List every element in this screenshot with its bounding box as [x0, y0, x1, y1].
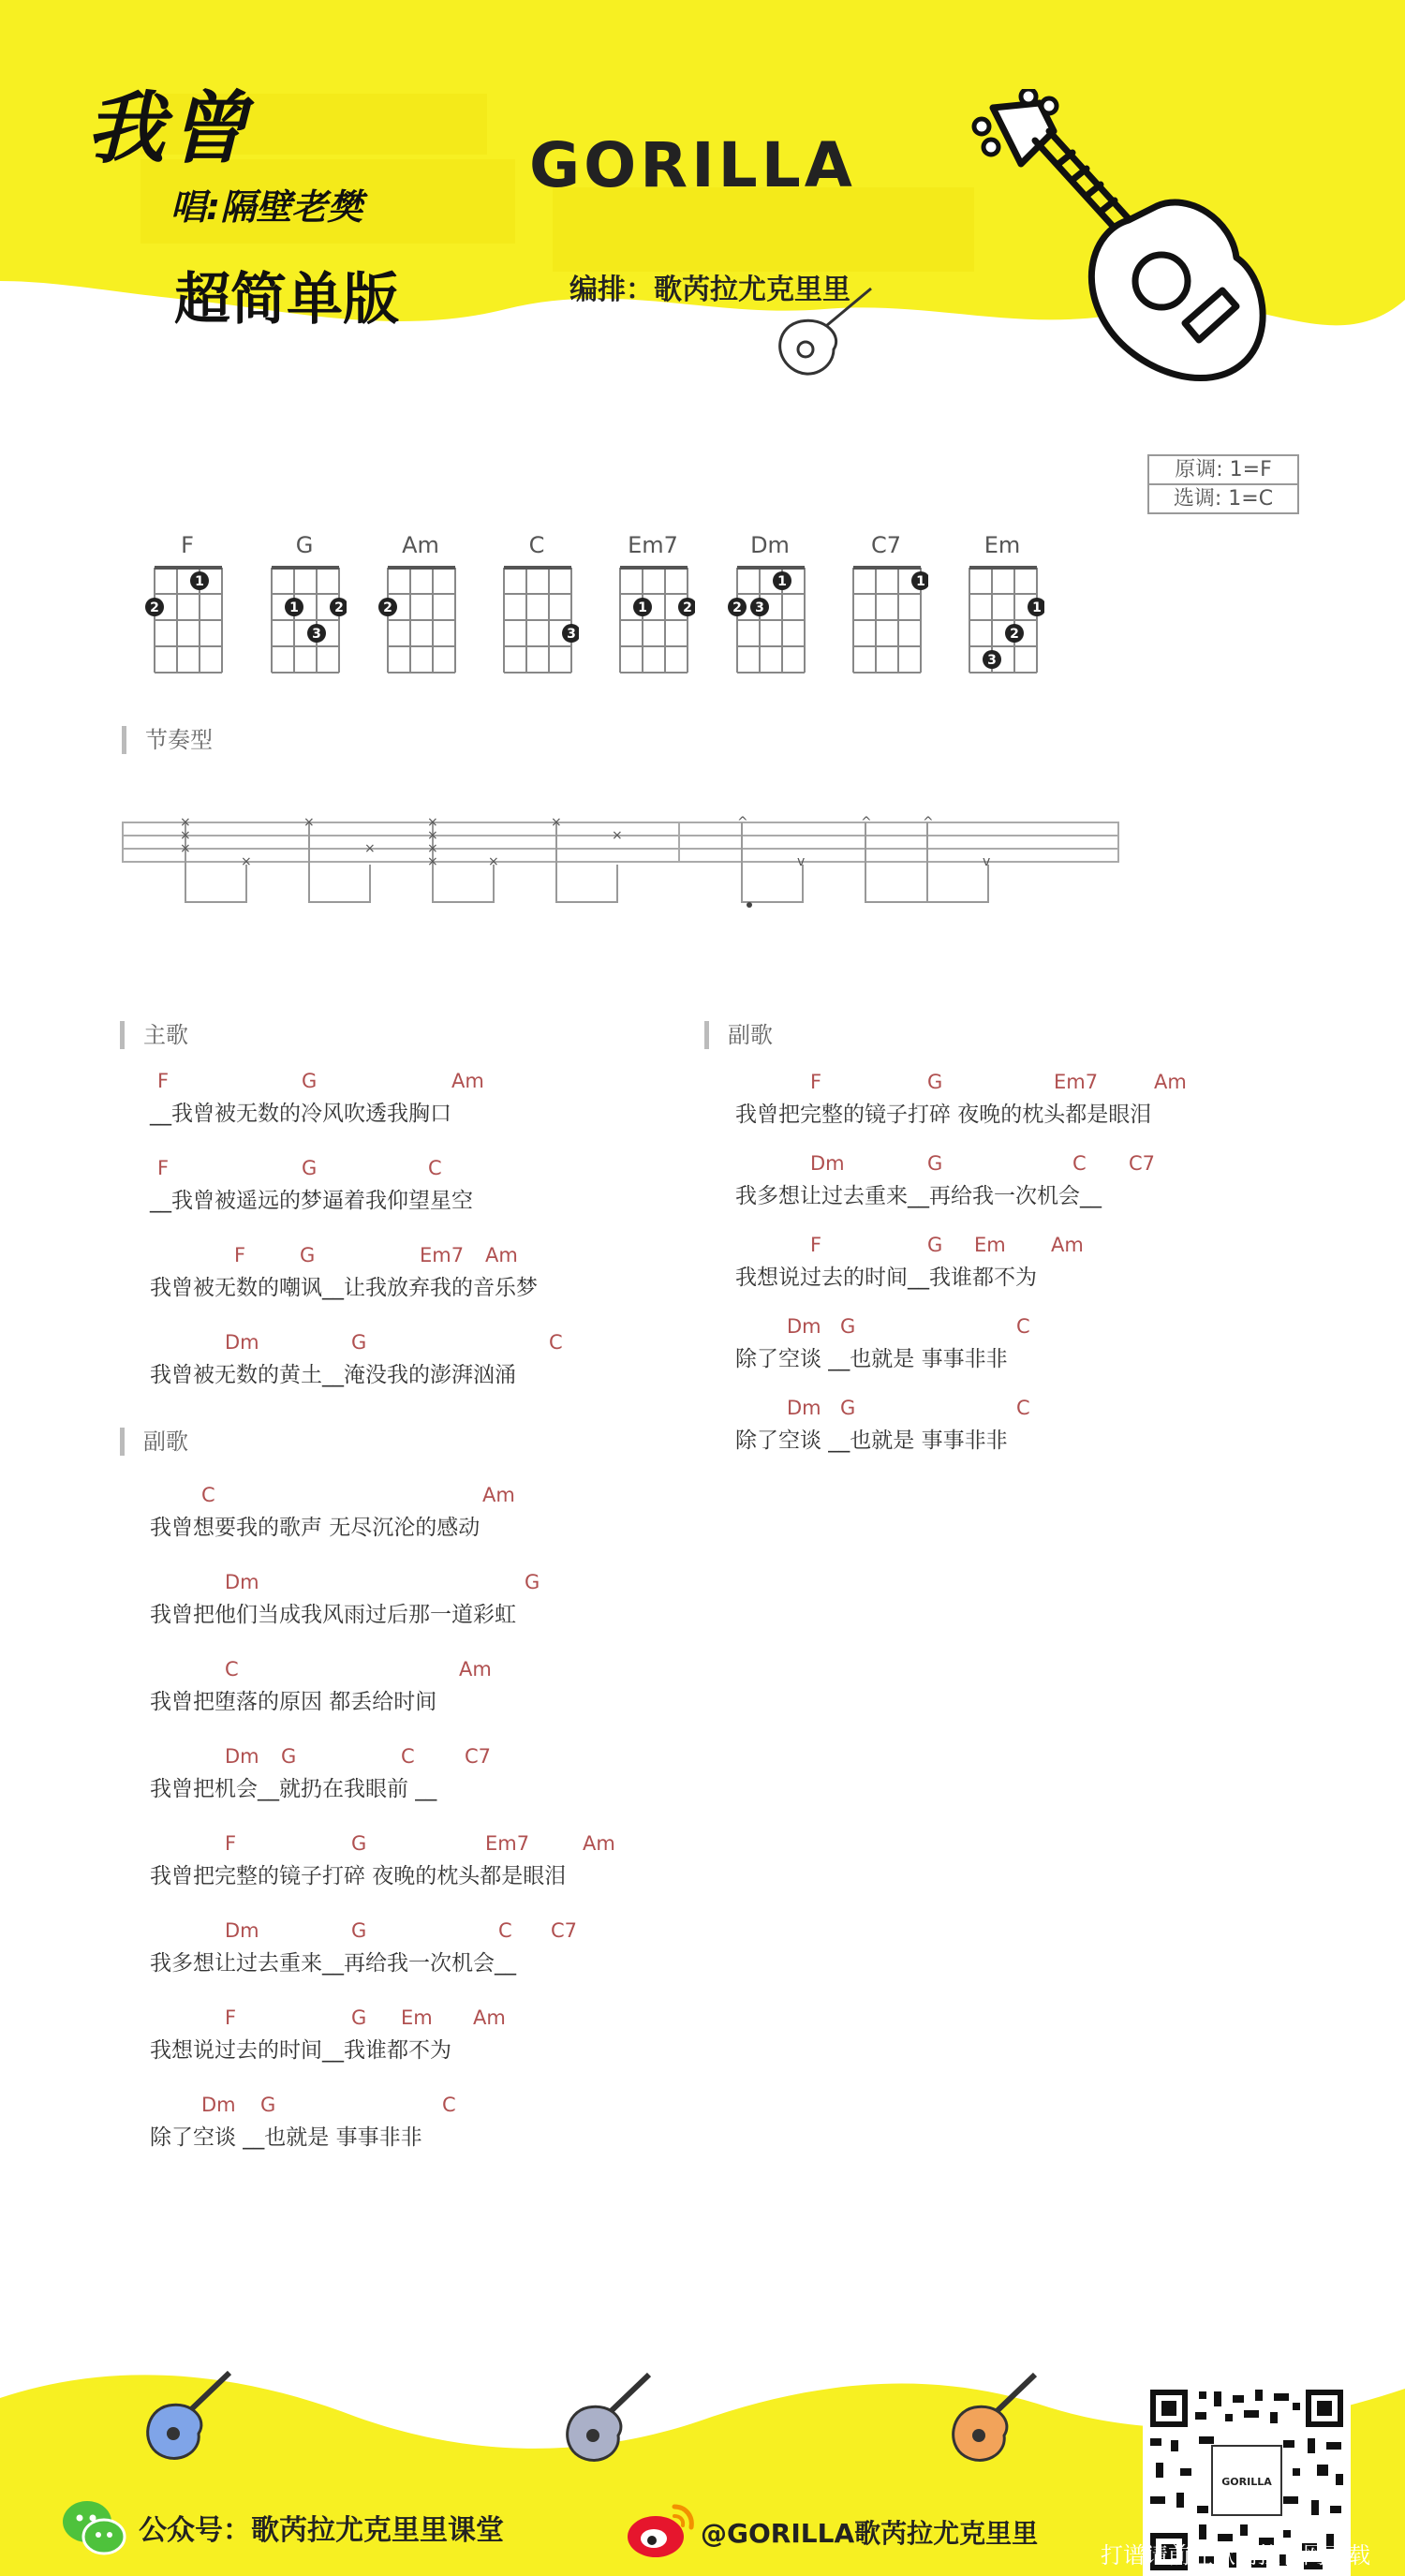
- chord-symbol: C: [1072, 1152, 1087, 1175]
- chord-symbol: Em: [401, 2006, 433, 2029]
- chord-symbol: G: [840, 1315, 856, 1338]
- svg-text:2: 2: [1010, 627, 1019, 642]
- chord-symbol: C: [549, 1331, 563, 1354]
- lyric-line: [735, 1315, 1335, 1381]
- svg-text:×: ×: [180, 828, 191, 843]
- chord-name: Em7: [628, 532, 678, 558]
- arranger-label: 编排：歌芮拉尤克里里: [569, 274, 850, 306]
- lyric-line: [150, 1157, 749, 1222]
- chord-row: [150, 1244, 749, 1268]
- chord-row: [735, 1234, 1335, 1258]
- chord-symbol: Dm: [225, 1331, 259, 1354]
- lyric-line: [150, 2094, 749, 2159]
- chord-symbol: Am: [459, 1658, 492, 1680]
- svg-text:3: 3: [987, 653, 997, 668]
- lyric-text: 我曾把机会__就扔在我眼前 __: [150, 1777, 437, 1801]
- finger-dot: [773, 571, 791, 590]
- svg-text:2: 2: [334, 600, 344, 615]
- weibo-icon: [626, 2499, 697, 2559]
- chord-row: [150, 2006, 749, 2031]
- chord-symbol: C7: [465, 1745, 492, 1768]
- svg-text:1: 1: [777, 574, 787, 589]
- chord-row: [150, 1157, 749, 1181]
- chorus-label: 副歌: [120, 1428, 188, 1456]
- song-title: 我曾: [86, 82, 252, 174]
- finger-dot: [330, 598, 347, 616]
- chord-symbol: G: [927, 1071, 943, 1093]
- chord-symbol: C: [201, 1484, 215, 1506]
- svg-text:×: ×: [427, 841, 438, 856]
- svg-text:2: 2: [150, 600, 159, 615]
- svg-text:1: 1: [289, 600, 299, 615]
- wechat-account-label: 公众号：歌芮拉尤克里里课堂: [139, 2514, 504, 2547]
- lyric-line: [150, 1070, 749, 1135]
- chord-row: [150, 1571, 749, 1595]
- lyric-text: 我曾把完整的镜子打碎 夜晚的枕头都是眼泪: [735, 1103, 1152, 1127]
- svg-text:1: 1: [638, 600, 647, 615]
- chord-symbol: Dm: [225, 1571, 259, 1593]
- chord-symbol: Em7: [1054, 1071, 1099, 1093]
- chord-symbol: C7: [1129, 1152, 1156, 1175]
- chord-row: [150, 1331, 749, 1355]
- svg-text:3: 3: [567, 627, 576, 642]
- chord-symbol: Am: [473, 2006, 506, 2029]
- fretboard-grid: [611, 560, 695, 676]
- chord-symbol: Dm: [810, 1152, 845, 1175]
- ukulele-orange-icon: [946, 2370, 1040, 2464]
- chord-symbol: C: [442, 2094, 456, 2116]
- chord-symbol: G: [840, 1397, 856, 1419]
- lyric-line: [150, 1484, 749, 1549]
- finger-dot: [750, 598, 769, 616]
- finger-dot: [983, 650, 1001, 669]
- ukulele-blue-icon: [140, 2368, 234, 2462]
- fretboard-grid: [378, 560, 463, 676]
- chord-symbol: F: [225, 2006, 237, 2029]
- lyric-text: 除了空谈 __也就是 事事非非: [735, 1429, 1008, 1453]
- chord-row: [150, 2094, 749, 2118]
- lyric-line: [150, 1331, 749, 1397]
- svg-text:2: 2: [732, 600, 742, 615]
- svg-text:^: ^: [923, 815, 934, 830]
- svg-text:×: ×: [180, 815, 191, 830]
- chord-name: C7: [870, 532, 902, 558]
- finger-dot: [562, 624, 579, 643]
- svg-text:×: ×: [180, 841, 191, 856]
- chord-name: Dm: [750, 532, 790, 558]
- svg-text:v: v: [983, 854, 991, 869]
- chord-symbol: G: [525, 1571, 540, 1593]
- chord-symbol: Am: [1051, 1234, 1084, 1256]
- chord-symbol: G: [351, 1832, 367, 1855]
- lyric-text: 我多想让过去重来__再给我一次机会__: [735, 1184, 1102, 1208]
- chord-symbol: F: [810, 1234, 822, 1256]
- finger-dot: [1028, 598, 1044, 616]
- svg-text:×: ×: [427, 854, 438, 869]
- chord-symbol: G: [351, 2006, 367, 2029]
- chord-symbol: C: [498, 1919, 512, 1942]
- version-label: 超简单版: [174, 267, 399, 333]
- chord-symbol: C: [428, 1157, 442, 1179]
- finger-dot: [911, 571, 928, 590]
- chord-row: [735, 1152, 1335, 1177]
- chord-row: [735, 1071, 1335, 1095]
- chord-symbol: Dm: [201, 2094, 236, 2116]
- chord-symbol: Em7: [485, 1832, 530, 1855]
- lyric-line: [735, 1234, 1335, 1299]
- finger-dot: [285, 598, 303, 616]
- svg-text:×: ×: [612, 828, 623, 843]
- chord-row: [735, 1397, 1335, 1421]
- ukulele-large-icon: [965, 89, 1311, 417]
- finger-dot: [678, 598, 695, 616]
- svg-text:×: ×: [303, 815, 315, 830]
- svg-text:×: ×: [488, 854, 499, 869]
- lyric-text: 我曾被无数的黄土__淹没我的澎湃汹涌: [150, 1363, 516, 1387]
- finger-dot: [378, 598, 397, 616]
- chord-symbol: Am: [1154, 1071, 1187, 1093]
- wechat-icon: [61, 2495, 126, 2561]
- chord-symbol: G: [281, 1745, 297, 1768]
- weibo-account-label: @GORILLA歌芮拉尤克里里: [701, 2518, 1039, 2549]
- chord-symbol: G: [927, 1234, 943, 1256]
- finger-dot: [145, 598, 164, 616]
- rhythm-label: 节奏型: [122, 726, 213, 754]
- svg-text:×: ×: [364, 841, 376, 856]
- chord-symbol: Dm: [787, 1315, 821, 1338]
- fretboard-grid: [728, 560, 812, 676]
- chord-symbol: Dm: [787, 1397, 821, 1419]
- chord-name: G: [295, 532, 314, 558]
- svg-text:3: 3: [312, 627, 321, 642]
- lyric-line: [150, 1832, 749, 1898]
- lyric-text: 除了空谈 __也就是 事事非非: [735, 1347, 1008, 1371]
- lyric-line: [150, 2006, 749, 2072]
- svg-text:×: ×: [427, 815, 438, 830]
- chord-symbol: G: [927, 1152, 943, 1175]
- chord-symbol: G: [351, 1919, 367, 1942]
- chord-symbol: C: [1016, 1397, 1030, 1419]
- lyric-line: [735, 1071, 1335, 1136]
- ukulele-small-icon: [768, 279, 880, 382]
- chord-name: F: [181, 532, 194, 558]
- svg-text:v: v: [797, 854, 806, 869]
- svg-text:^: ^: [737, 815, 748, 830]
- chord-row: [150, 1658, 749, 1682]
- chord-symbol: F: [157, 1070, 170, 1092]
- chord-symbol: Dm: [225, 1919, 259, 1942]
- chord-symbol: G: [260, 2094, 276, 2116]
- lyric-text: 我曾把他们当成我风雨过后那一道彩虹: [150, 1603, 516, 1627]
- chord-symbol: G: [302, 1070, 318, 1092]
- ukulele-grey-icon: [560, 2370, 654, 2464]
- verse-label: 主歌: [120, 1021, 188, 1049]
- lyric-text: 我曾把完整的镜子打碎 夜晚的枕头都是眼泪: [150, 1864, 567, 1888]
- svg-text:^: ^: [861, 815, 872, 830]
- chord-row: [150, 1919, 749, 1944]
- svg-text:2: 2: [383, 600, 392, 615]
- chord-name: Em: [984, 532, 1021, 558]
- lyric-line: [735, 1397, 1335, 1462]
- fretboard-grid: [844, 560, 928, 676]
- chord-symbol: F: [157, 1157, 170, 1179]
- chord-symbol: Dm: [225, 1745, 259, 1768]
- svg-text:1: 1: [916, 574, 925, 589]
- fretboard-grid: [145, 560, 229, 676]
- svg-text:3: 3: [755, 600, 764, 615]
- singer-label: 唱:隔壁老樊: [170, 186, 363, 228]
- original-key: 原调: 1=F: [1175, 458, 1272, 481]
- svg-text:1: 1: [1032, 600, 1042, 615]
- fretboard-grid: [960, 560, 1044, 676]
- chord-symbol: F: [810, 1071, 822, 1093]
- chord-symbol: F: [225, 1832, 237, 1855]
- chord-symbol: C: [225, 1658, 239, 1680]
- lyric-line: [150, 1919, 749, 1985]
- chord-row: [150, 1070, 749, 1094]
- chord-symbol: Am: [482, 1484, 515, 1506]
- chord-row: [150, 1484, 749, 1508]
- chord-symbol: Em: [974, 1234, 1006, 1256]
- lyric-text: __我曾被遥远的梦逼着我仰望星空: [150, 1189, 473, 1213]
- chord-symbol: G: [302, 1157, 318, 1179]
- chord-symbol: Am: [485, 1244, 518, 1266]
- chord-symbol: G: [300, 1244, 316, 1266]
- lyric-text: 我多想让过去重来__再给我一次机会__: [150, 1951, 516, 1976]
- lyric-text: 除了空谈 __也就是 事事非非: [150, 2125, 422, 2150]
- chord-symbol: C: [1016, 1315, 1030, 1338]
- selected-key: 选调: 1=C: [1149, 483, 1297, 512]
- lyric-line: [150, 1658, 749, 1724]
- svg-text:1: 1: [195, 574, 204, 589]
- svg-text:2: 2: [683, 600, 692, 615]
- lyric-text: __我曾被无数的冷风吹透我胸口: [150, 1102, 451, 1126]
- chord-symbol: Em7: [420, 1244, 465, 1266]
- chord-symbol: G: [351, 1331, 367, 1354]
- key-info-box: [1147, 454, 1299, 514]
- chord-symbol: C: [401, 1745, 415, 1768]
- lyric-line: [150, 1244, 749, 1310]
- chorus-right-label: 副歌: [704, 1021, 773, 1049]
- lyric-text: 我曾被无数的嘲讽__让我放弃我的音乐梦: [150, 1276, 538, 1300]
- chord-name: C: [528, 532, 545, 558]
- svg-text:×: ×: [551, 815, 562, 830]
- lyric-text: 我想说过去的时间__我谁都不为: [735, 1266, 1037, 1290]
- svg-text:×: ×: [427, 828, 438, 843]
- lyric-text: 我想说过去的时间__我谁都不为: [150, 2038, 451, 2063]
- fretboard-grid: [262, 560, 347, 676]
- finger-dot: [190, 571, 209, 590]
- finger-dot: [728, 598, 747, 616]
- chord-row: [150, 1832, 749, 1857]
- brand-logo-text: GORILLA: [529, 129, 856, 201]
- chord-symbol: Am: [451, 1070, 484, 1092]
- download-tip: 打谱请前往歌芮拉官网下载: [1101, 2542, 1370, 2569]
- chord-row: [150, 1745, 749, 1769]
- svg-text:×: ×: [241, 854, 252, 869]
- lyric-text: 我曾想要我的歌声 无尽沉沦的感动: [150, 1516, 481, 1540]
- chord-row: [735, 1315, 1335, 1340]
- qr-brand-text: GORILLA: [1221, 2476, 1272, 2488]
- fretboard-grid: [495, 560, 579, 676]
- finger-dot: [307, 624, 326, 643]
- lyric-line: [150, 1745, 749, 1811]
- chord-symbol: F: [234, 1244, 246, 1266]
- rhythm-pattern: [122, 813, 1124, 916]
- chord-name: Am: [402, 532, 439, 558]
- finger-dot: [633, 598, 652, 616]
- chord-symbol: Am: [583, 1832, 615, 1855]
- lyric-text: 我曾把堕落的原因 都丢给时间: [150, 1690, 437, 1714]
- lyric-line: [735, 1152, 1335, 1218]
- chord-symbol: C7: [551, 1919, 578, 1942]
- lyric-line: [150, 1571, 749, 1636]
- finger-dot: [1005, 624, 1024, 643]
